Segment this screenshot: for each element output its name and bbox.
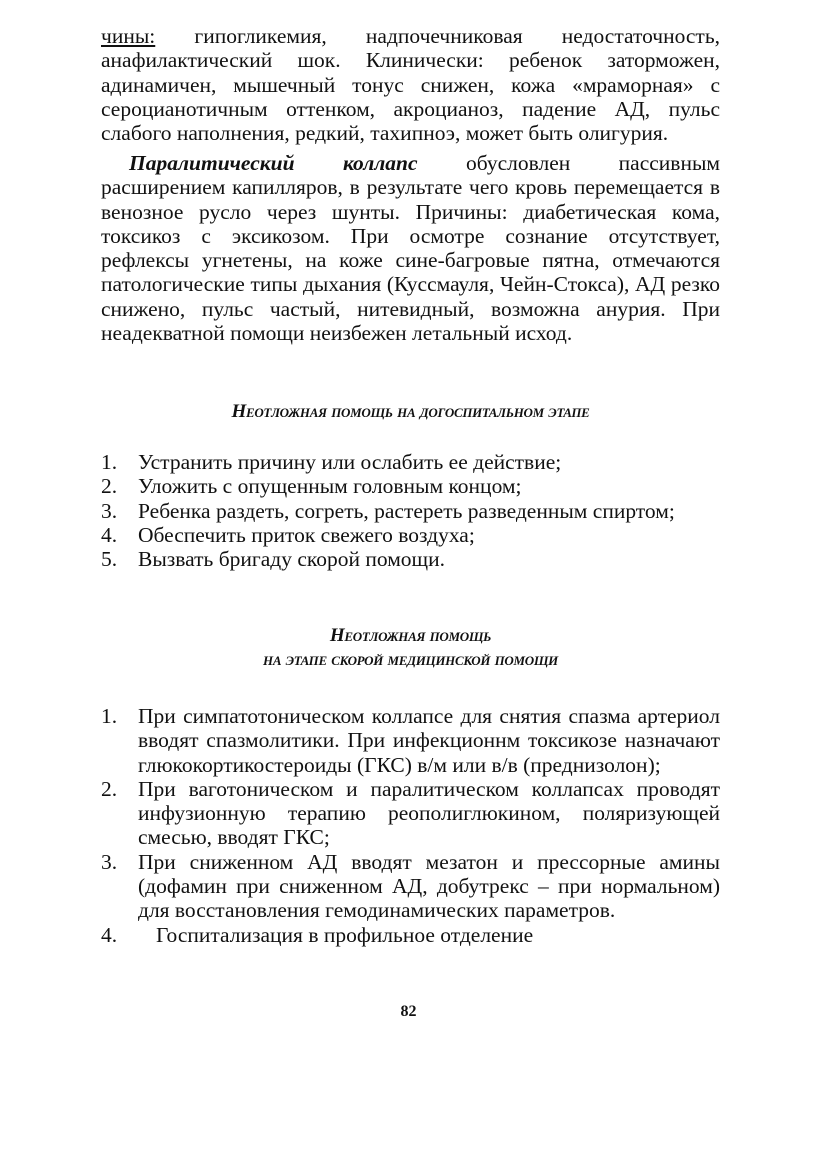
list-item-text: При ваготоническом и паралитическом коллапсах проводят инфузионную терапию реополиглюкином, поляризующей смесью, вводят ГКС;: [138, 776, 720, 850]
list-item-text: Ребенка раздеть, согреть, растереть разведенным спиртом;: [138, 498, 675, 523]
list-item-text: При сниженном АД вводят мезатон и прессорные амины (дофамин при сниженном АД, добутрекс – при нормальном) для восстановления гемодинамических параметров.: [138, 849, 720, 923]
list-item: [101, 704, 720, 777]
list-item-number: 1.: [101, 450, 118, 474]
list-item: [101, 850, 720, 923]
list-item-number: 4.: [101, 922, 118, 947]
list-item-number: 5.: [101, 547, 118, 572]
list-item-number: 3.: [101, 849, 118, 874]
list-item-number: 3.: [101, 498, 118, 523]
list-item-number: 4.: [101, 522, 118, 547]
page-number: 82: [400, 1003, 417, 1020]
list-item-text: Обеспечить приток свежего воздуха;: [138, 522, 475, 547]
list-item-text: Устранить причину или ослабить ее действие;: [138, 450, 562, 474]
list-item: [101, 923, 720, 947]
section-1-heading: Неотложная помощь на догоспитальном этапе: [231, 401, 590, 422]
list-item: [101, 523, 720, 547]
list-item: [101, 547, 720, 571]
list-item: [101, 474, 720, 498]
paragraph-1-lead: чины:: [101, 24, 156, 48]
list-item: [101, 499, 720, 523]
list-item: [101, 777, 720, 850]
list-item-number: 2.: [101, 474, 118, 499]
list-item-number: 1.: [101, 704, 118, 728]
section-2-heading: [101, 624, 720, 672]
section-1-list: [101, 450, 720, 571]
section-2-list: [101, 704, 720, 947]
list-item-number: 2.: [101, 776, 118, 801]
section-2-heading-line-2: на этапе скорой медицинской помощи: [263, 649, 558, 670]
paragraph-1-text: гипогликемия, надпочечниковая недостаточность, анафилактический шок. Клинически: ребенок заторможен, адинамичен, мышечный тонус снижен, кожа «мраморная» с сероцианотичным оттенком, акроцианоз, падение АД, пульс слабого наполнения, редкий, тахипноэ, может быть олигурия.: [101, 24, 720, 146]
paragraph-2-term: Паралитический коллапс: [129, 151, 418, 175]
list-item-text: Госпитализация в профильное отделение: [156, 922, 534, 947]
list-item-text: При симпатотоническом коллапсе для снятия спазма артериол вводят спазмолитики. При инфекционнм токсикозе назначают глюкокортикостероиды (ГКС) в/м или в/в (преднизолон);: [138, 704, 720, 777]
paragraph-2: [101, 151, 720, 345]
paragraph-paralytic-collapse: [101, 151, 720, 345]
paragraph-1: [101, 24, 720, 145]
section-2-heading-line-1: Неотложная помощь: [329, 625, 492, 646]
list-item: [101, 450, 720, 474]
list-item-text: Вызвать бригаду скорой помощи.: [138, 547, 445, 572]
list-item-text: Уложить с опущенным головным концом;: [138, 474, 522, 499]
paragraph-continuation: [101, 24, 720, 145]
paragraph-2-text: обусловлен пассивным расширением капилляров, в результате чего кровь перемещается в венозное русло через шунты. Причины: диабетическая кома, токсикоз с эксикозом. При осмотре сознание отсутствует, рефлексы угнетены, на коже сине-багровые пятна, отмечаются патологические типы дыхания (Куссмауля, Чейн-Стокса), АД резко снижено, пульс частый, нитевидный, возможна анурия. При неадекватной помощи неизбежен летальный исход.: [101, 151, 721, 346]
